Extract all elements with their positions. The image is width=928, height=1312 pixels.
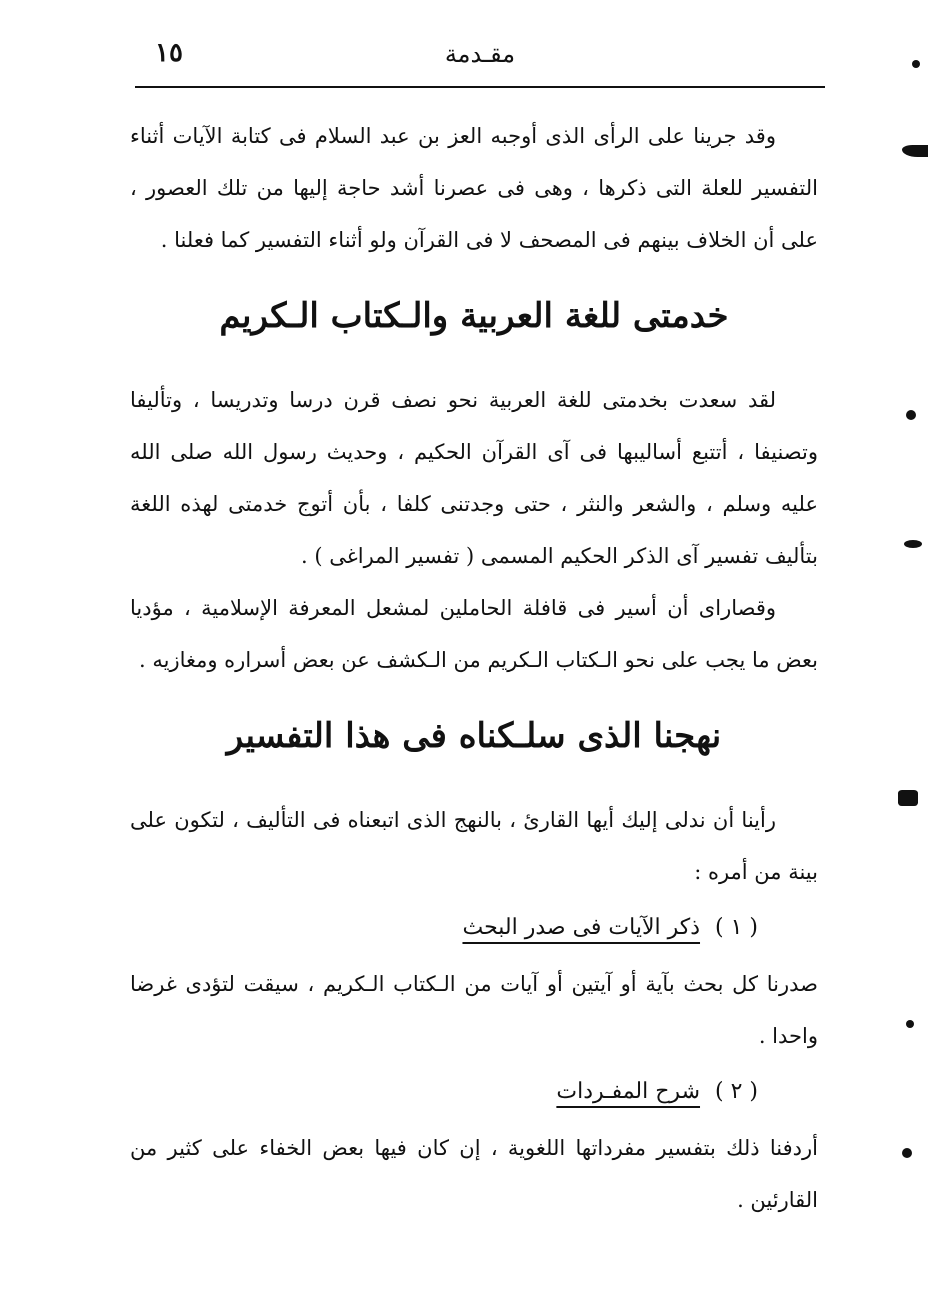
scan-speck [906,410,916,420]
scan-speck [902,145,928,157]
scan-speck [912,60,920,68]
header-rule [135,86,825,88]
subheading-title: شرح المفـردات [556,1079,701,1104]
scan-speck [906,1020,914,1028]
service-paragraph-1: لقد سعدت بخدمتى للغة العربية نحو نصف قرن درسا وتدريسا ، وتأليفا وتصنيفا ، أتتبع أساليبها فى آى القرآن الحكيم ، وحديث رسول الله صلى الله عليه وسلم ، والشعر والنثر ، حتى وجدتنى كلفا ، بأن أتوج خدمتى لهذه اللغة بتأليف تفسير آى الذكر الحكيم المسمى ( تفسير المراغى ) . [130,388,818,568]
page-header [135,30,825,90]
scan-speck [904,540,922,548]
section-heading-method: نهجنا الذى سلـكناه فى هذا التفسير [226,716,722,756]
section-heading-service: خدمتى للغة العربية والـكتاب الـكريم [219,296,729,336]
subheading-number: ( ١ ) [715,915,758,940]
subheading-vocabulary [130,1062,818,1122]
subheading-verses [130,898,818,958]
subheading-number: ( ٢ ) [715,1079,758,1104]
intro-paragraph: وقد جرينا على الرأى الذى أوجبه العز بن عبد السلام فى كتابة الآيات أثناء التفسير للعلة التى ذكرها ، وهى فى عصرنا أشد حاجة إليها من تلك العصور ، على أن الخلاف بينهم فى المصحف لا فى القرآن ولو أثناء التفسير كما فعلنا . [130,124,818,252]
scan-speck [902,1148,912,1158]
scan-speck [898,790,918,806]
page-body [130,110,818,1226]
method-intro-paragraph: رأينا أن ندلى إليك أيها القارئ ، بالنهج الذى اتبعناه فى التأليف ، لتكون على بينة من أمره : [130,808,818,884]
service-paragraph-2: وقصاراى أن أسير فى قافلة الحاملين لمشعل المعرفة الإسلامية ، مؤديا بعض ما يجب على نحو الـكتاب الـكريم من الـكشف عن بعض أسراره ومغازيه . [130,596,818,672]
subheading-title: ذكر الآيات فى صدر البحث [462,915,701,940]
running-head: مقـدمة [444,40,516,68]
verses-paragraph: صدرنا كل بحث بآية أو آيتين أو آيات من الـكتاب الـكريم ، سيقت لتؤدى غرضا واحدا . [130,972,818,1048]
vocabulary-paragraph: أردفنا ذلك بتفسير مفرداتها اللغوية ، إن كان فيها بعض الخفاء على كثير من القارئين . [130,1136,818,1212]
page-number: ١٥ [155,38,183,68]
